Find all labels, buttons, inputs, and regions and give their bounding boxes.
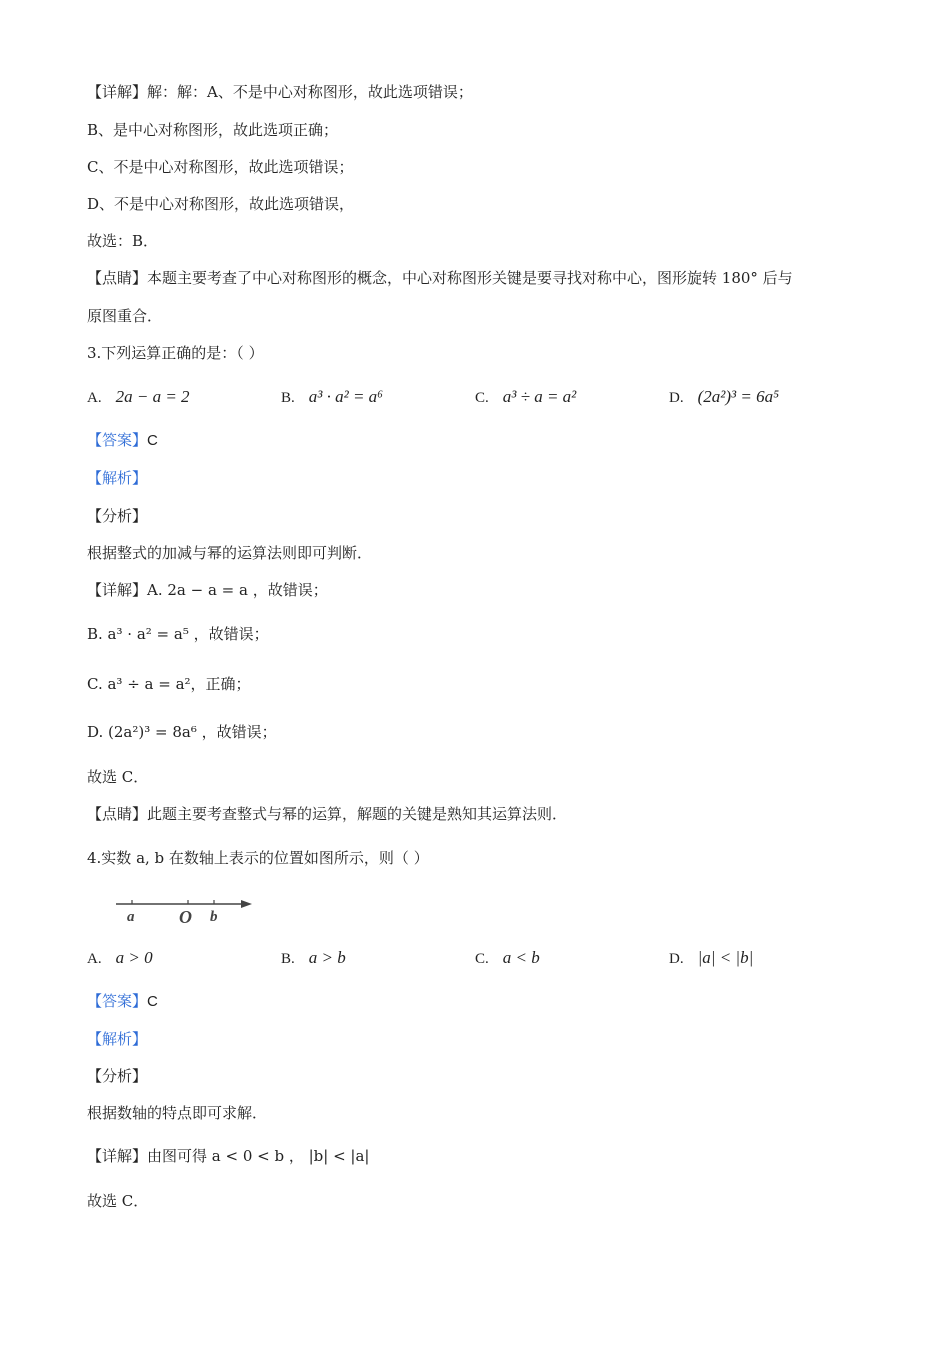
q4-option-c [475,947,540,970]
number-line-arrow [241,900,252,908]
label-b: b [210,909,218,925]
q3-detail-b: B. a³ · a² = a⁵ ，故错误； [87,625,269,643]
q4-option-b-label: B. [281,951,295,967]
q3-detail-a [87,580,328,600]
q4-option-d-expr: |a| < |b| [697,948,754,967]
q3-option-c [475,386,576,409]
q3-comment: 【点睛】此题主要考查整式与幂的运算，解题的关键是熟知其运算法则． [87,805,568,823]
q4-option-c-label: C. [475,951,489,967]
q4-analysis-tag: 【解析】 [87,1030,148,1048]
q4-answer-value: C [147,993,158,1010]
q3-answer-value: C [147,432,158,449]
q3-stem: 3.下列运算正确的是：（ ） [87,344,264,362]
q4-option-a-label: A. [87,951,102,967]
q4-answer [87,991,158,1012]
q3-option-b [281,386,383,409]
q4-option-a [87,947,153,970]
q4-fenxi-text: 根据数轴的特点即可求解． [87,1104,268,1122]
q4-fenxi-tag: 【分析】 [87,1067,148,1085]
q3-option-c-label: C. [475,390,489,406]
number-line-figure [112,893,262,929]
q3-option-c-expr: a³ ÷ a = a² [502,387,577,406]
q4-detail-text: 由图可得 a < 0 < b ， |b| < |a| [147,1147,370,1165]
q2-choice: 故选：B． [87,232,159,250]
q2-comment-line2: 原图重合． [87,307,163,325]
q4-stem: 4.实数 a, b 在数轴上表示的位置如图所示，则（ ） [87,849,429,867]
q3-detail-a-text: A. 2a − a = a ，故错误； [147,581,328,599]
q4-detail [87,1146,369,1166]
q2-detail-c: C、不是中心对称图形，故此选项错误； [87,158,354,176]
q3-option-b-label: B. [281,390,295,406]
q4-option-c-expr: a < b [502,948,540,967]
q4-option-d-label: D. [669,951,684,967]
q2-detail-d: D、不是中心对称图形，故此选项错误， [87,195,355,213]
q3-option-d-label: D. [669,390,684,406]
q3-fenxi-tag: 【分析】 [87,507,148,525]
label-o: O [179,907,192,927]
q3-analysis-tag: 【解析】 [87,469,148,487]
q3-option-a [87,386,190,409]
q3-choice: 故选 C． [87,768,149,786]
q4-option-a-expr: a > 0 [115,948,153,967]
q2-detail-b: B、是中心对称图形，故此选项正确； [87,121,339,139]
q2-detail-a: 【详解】解：解：A、不是中心对称图形，故此选项错误； [87,83,473,101]
q3-detail-tag: 【详解】 [87,581,148,599]
q3-option-d-expr: (2a²)³ = 6a⁵ [697,387,779,406]
q4-option-b-expr: a > b [308,948,346,967]
q3-option-b-expr: a³ · a² = a⁶ [308,387,384,406]
q3-answer-tag: 【答案】 [87,431,148,449]
q2-comment-line1: 【点睛】本题主要考查了中心对称图形的概念，中心对称图形关键是要寻找对称中心，图形旋转 180° 后与 [87,269,793,287]
label-a: a [127,909,135,925]
q4-option-d [669,947,753,970]
q3-option-a-label: A. [87,390,102,406]
q4-choice: 故选 C． [87,1192,149,1210]
q4-detail-tag: 【详解】 [87,1147,148,1165]
q3-answer [87,430,158,451]
q4-option-b [281,947,346,970]
q3-option-a-expr: 2a − a = 2 [115,387,190,406]
q3-detail-c: C. a³ ÷ a = a²，正确； [87,675,251,693]
q3-detail-d: D. (2a²)³ = 8a⁶ ，故错误； [87,723,277,741]
q3-option-d [669,386,779,409]
q3-fenxi-text: 根据整式的加减与幂的运算法则即可判断． [87,544,373,562]
q4-answer-tag: 【答案】 [87,992,148,1010]
